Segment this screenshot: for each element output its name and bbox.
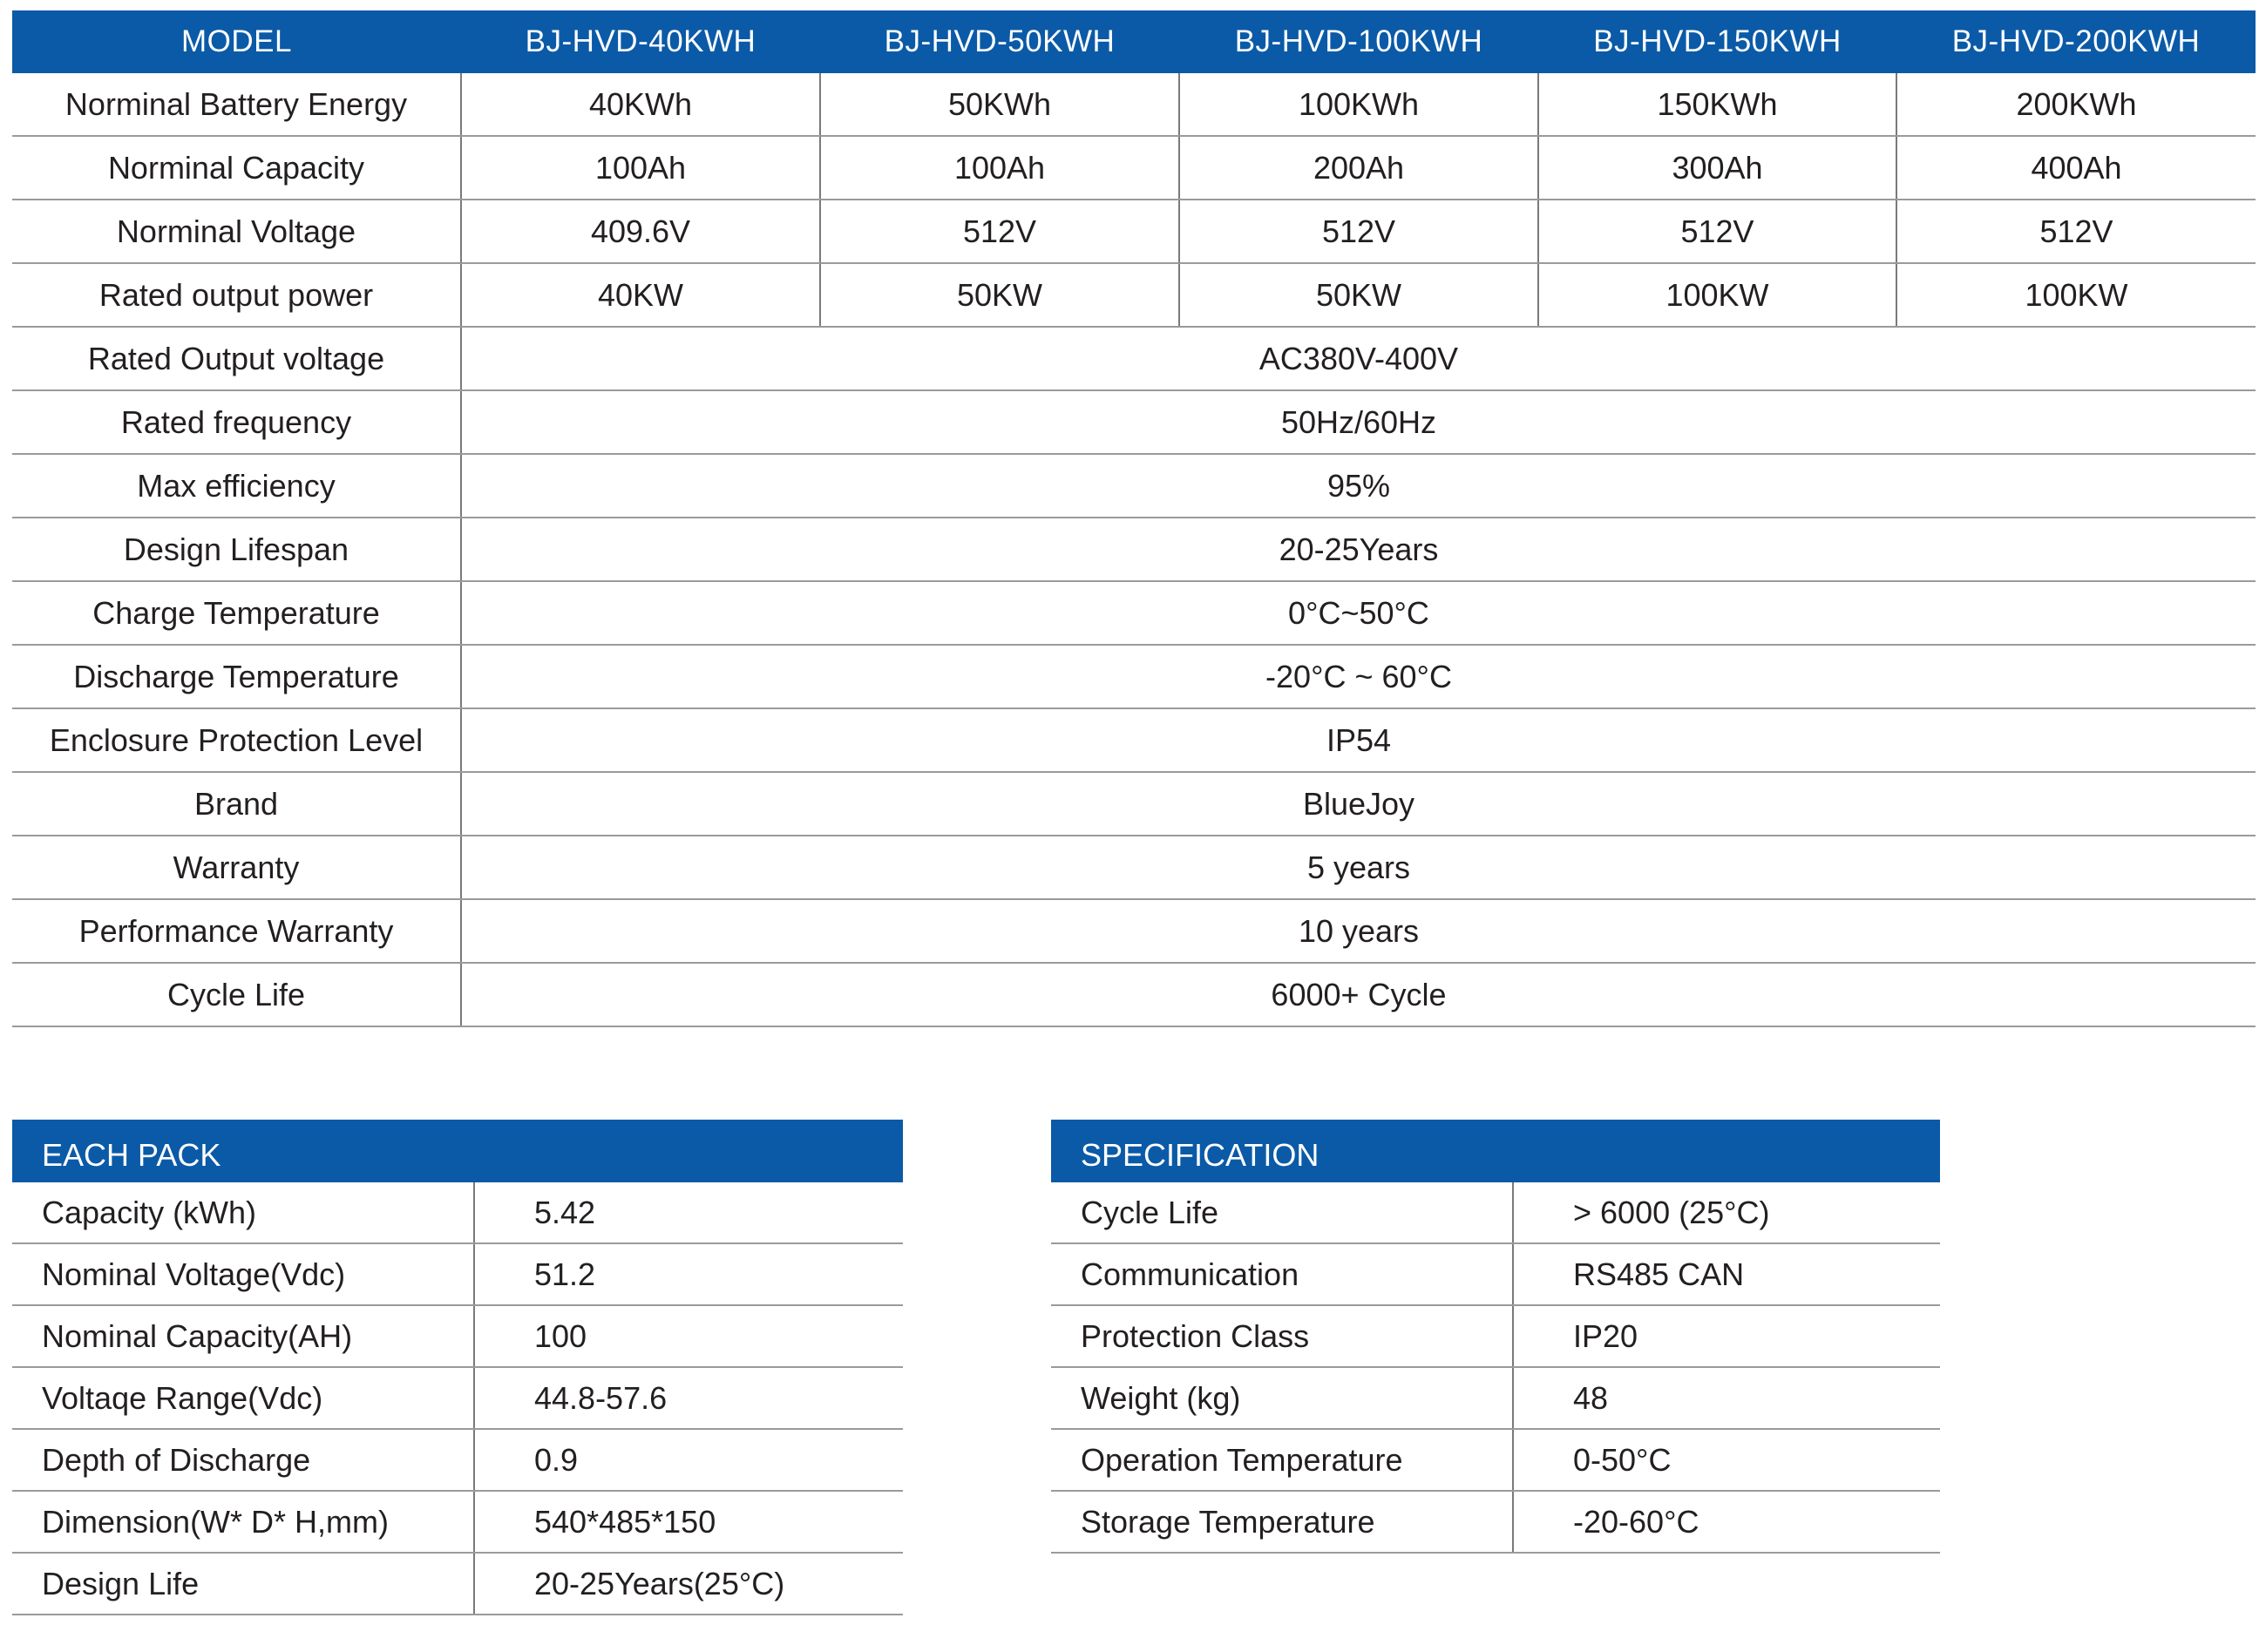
spec-value: 5.42 [474, 1182, 903, 1243]
row-label: Rated output power [12, 263, 461, 327]
model-row [12, 390, 2256, 454]
model-row [12, 708, 2256, 772]
model-header-row [12, 10, 2256, 73]
spec-row [1051, 1305, 1940, 1367]
row-value: 95% [461, 454, 2256, 518]
spec-label: Nominal Capacity(AH) [12, 1305, 474, 1367]
spec-label: Protection Class [1051, 1305, 1513, 1367]
row-value: 50KW [820, 263, 1179, 327]
spec-row [1051, 1491, 1940, 1553]
spec-value: 44.8-57.6 [474, 1367, 903, 1429]
row-value: 40KWh [461, 73, 820, 136]
spec-value: 0.9 [474, 1429, 903, 1491]
row-label: Enclosure Protection Level [12, 708, 461, 772]
row-label: Norminal Battery Energy [12, 73, 461, 136]
specification-table [1051, 1182, 1940, 1554]
row-label: Warranty [12, 836, 461, 899]
spec-row [12, 1305, 903, 1367]
row-value: 20-25Years [461, 518, 2256, 581]
row-label: Performance Warranty [12, 899, 461, 963]
spec-value: 20-25Years(25°C) [474, 1553, 903, 1615]
specification-panel [1051, 1120, 1940, 1554]
spec-row [12, 1367, 903, 1429]
spec-label: Storage Temperature [1051, 1491, 1513, 1553]
model-row [12, 518, 2256, 581]
spec-label: Nominal Voltage(Vdc) [12, 1243, 474, 1305]
row-value: 200KWh [1896, 73, 2256, 136]
row-label: Norminal Capacity [12, 136, 461, 200]
spec-value: -20-60°C [1513, 1491, 1940, 1553]
row-label: Brand [12, 772, 461, 836]
spec-label: Voltaqe Range(Vdc) [12, 1367, 474, 1429]
row-value: 40KW [461, 263, 820, 327]
each-pack-panel [12, 1120, 903, 1615]
spec-row [12, 1491, 903, 1553]
spec-label: Weight (kg) [1051, 1367, 1513, 1429]
model-header-cell: BJ-HVD-200KWH [1896, 10, 2256, 73]
row-value: IP54 [461, 708, 2256, 772]
spec-label: Communication [1051, 1243, 1513, 1305]
row-value: 50KW [1179, 263, 1538, 327]
row-value: 400Ah [1896, 136, 2256, 200]
row-label: Max efficiency [12, 454, 461, 518]
row-value: 200Ah [1179, 136, 1538, 200]
spec-row [1051, 1429, 1940, 1491]
spec-row [1051, 1182, 1940, 1243]
spec-value: 51.2 [474, 1243, 903, 1305]
row-value: -20°C ~ 60°C [461, 645, 2256, 708]
spec-value: IP20 [1513, 1305, 1940, 1367]
spec-value: RS485 CAN [1513, 1243, 1940, 1305]
row-value: 100Ah [820, 136, 1179, 200]
row-label: Rated Output voltage [12, 327, 461, 390]
row-value: 10 years [461, 899, 2256, 963]
model-header-cell: BJ-HVD-150KWH [1538, 10, 1896, 73]
each-pack-table [12, 1182, 903, 1615]
row-value: 50KWh [820, 73, 1179, 136]
row-value: 50Hz/60Hz [461, 390, 2256, 454]
row-value: AC380V-400V [461, 327, 2256, 390]
row-value: 300Ah [1538, 136, 1896, 200]
row-value: 0°C~50°C [461, 581, 2256, 645]
model-row [12, 899, 2256, 963]
row-value: 150KWh [1538, 73, 1896, 136]
row-value: 100KWh [1179, 73, 1538, 136]
spec-value: 540*485*150 [474, 1491, 903, 1553]
model-header-cell: BJ-HVD-100KWH [1179, 10, 1538, 73]
spec-row [12, 1429, 903, 1491]
row-label: Design Lifespan [12, 518, 461, 581]
row-label: Rated frequency [12, 390, 461, 454]
row-label: Cycle Life [12, 963, 461, 1026]
model-header-cell: BJ-HVD-50KWH [820, 10, 1179, 73]
row-value: 5 years [461, 836, 2256, 899]
spec-label: Capacity (kWh) [12, 1182, 474, 1243]
each-pack-title: EACH PACK [12, 1120, 903, 1182]
row-value: 512V [1896, 200, 2256, 263]
spec-row [12, 1182, 903, 1243]
model-row [12, 136, 2256, 200]
spec-value: 0-50°C [1513, 1429, 1940, 1491]
row-value: 512V [1179, 200, 1538, 263]
row-value: 409.6V [461, 200, 820, 263]
spec-value: 48 [1513, 1367, 1940, 1429]
row-value: 100Ah [461, 136, 820, 200]
row-value: 6000+ Cycle [461, 963, 2256, 1026]
model-row [12, 581, 2256, 645]
spec-value: > 6000 (25°C) [1513, 1182, 1940, 1243]
model-row [12, 327, 2256, 390]
row-value: 100KW [1896, 263, 2256, 327]
spec-label: Depth of Discharge [12, 1429, 474, 1491]
spec-row [12, 1243, 903, 1305]
model-header-cell: MODEL [12, 10, 461, 73]
model-row [12, 963, 2256, 1026]
spec-row [1051, 1243, 1940, 1305]
spec-value: 100 [474, 1305, 903, 1367]
model-row [12, 200, 2256, 263]
model-row [12, 73, 2256, 136]
row-value: 100KW [1538, 263, 1896, 327]
specification-title: SPECIFICATION [1051, 1120, 1940, 1182]
model-row [12, 454, 2256, 518]
spec-row [1051, 1367, 1940, 1429]
row-value: 512V [1538, 200, 1896, 263]
row-label: Charge Temperature [12, 581, 461, 645]
model-spec-table [12, 10, 2256, 1027]
model-row [12, 772, 2256, 836]
spec-label: Cycle Life [1051, 1182, 1513, 1243]
spec-label: Dimension(W* D* H,mm) [12, 1491, 474, 1553]
row-label: Norminal Voltage [12, 200, 461, 263]
spec-label: Operation Temperature [1051, 1429, 1513, 1491]
spec-label: Design Life [12, 1553, 474, 1615]
spec-row [12, 1553, 903, 1615]
model-row [12, 263, 2256, 327]
model-row [12, 645, 2256, 708]
model-header-cell: BJ-HVD-40KWH [461, 10, 820, 73]
model-row [12, 836, 2256, 899]
row-value: BlueJoy [461, 772, 2256, 836]
row-value: 512V [820, 200, 1179, 263]
row-label: Discharge Temperature [12, 645, 461, 708]
